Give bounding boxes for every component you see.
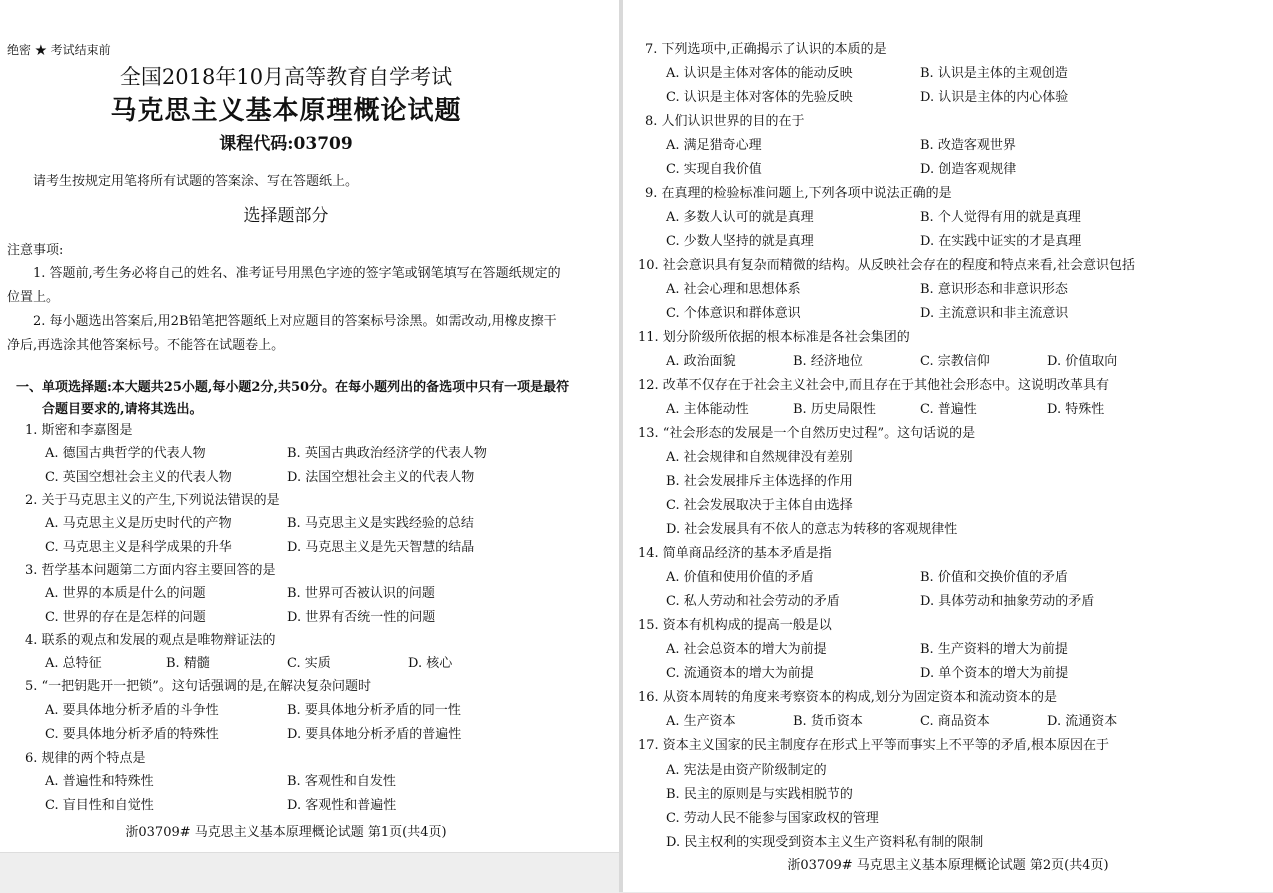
confidential-label: 绝密 ★ 考试结束前 xyxy=(7,43,111,57)
question-stem: 14. 简单商品经济的基本矛盾是指 xyxy=(638,546,832,561)
question-stem: 2. 关于马克思主义的产生,下列说法错误的是 xyxy=(25,493,280,508)
question-option: B. 社会发展排斥主体选择的作用 xyxy=(666,474,853,489)
question-stem: 15. 资本有机构成的提高一般是以 xyxy=(638,618,832,633)
question-option: C. 宗教信仰 xyxy=(920,354,990,369)
question-option: C. 要具体地分析矛盾的特殊性 xyxy=(45,727,219,742)
page-background xyxy=(0,852,619,893)
question-stem: 12. 改革不仅存在于社会主义社会中,而且存在于其他社会形态中。这说明改革具有 xyxy=(638,378,1109,393)
question-option: D. 主流意识和非主流意识 xyxy=(920,306,1069,321)
question-option: D. 价值取向 xyxy=(1047,354,1118,369)
notes-label: 注意事项: xyxy=(7,243,64,258)
question-option: A. 世界的本质是什么的问题 xyxy=(45,586,206,601)
question-option: B. 认识是主体的主观创造 xyxy=(920,66,1068,81)
question-option: A. 多数人认可的就是真理 xyxy=(666,210,814,225)
question-option: D. 创造客观规律 xyxy=(920,162,1017,177)
question-option: B. 意识形态和非意识形态 xyxy=(920,282,1068,297)
question-stem: 10. 社会意识具有复杂而精微的结构。从反映社会存在的程度和特点来看,社会意识包括 xyxy=(638,258,1135,273)
question-stem: 6. 规律的两个特点是 xyxy=(25,751,146,766)
question-option: B. 价值和交换价值的矛盾 xyxy=(920,570,1068,585)
question-option: A. 价值和使用价值的矛盾 xyxy=(666,570,814,585)
section-heading: 一、单项选择题:本大题共25小题,每小题2分,共50分。在每小题列出的备选项中只有一项是最符合题目要求的,请将其选出。 xyxy=(16,380,570,417)
question-option: D. 单个资本的增大为前提 xyxy=(920,666,1069,681)
question-option: C. 实质 xyxy=(287,656,331,671)
question-option: B. 民主的原则是与实践相脱节的 xyxy=(666,787,853,802)
question-option: D. 法国空想社会主义的代表人物 xyxy=(287,470,475,485)
question-option: D. 在实践中证实的才是真理 xyxy=(920,234,1082,249)
question-option: C. 少数人坚持的就是真理 xyxy=(666,234,814,249)
question-option: A. 社会规律和自然规律没有差别 xyxy=(666,450,853,465)
question-stem: 8. 人们认识世界的目的在于 xyxy=(645,114,805,129)
part-title: 选择题部分 xyxy=(243,206,329,226)
question-stem: 3. 哲学基本问题第二方面内容主要回答的是 xyxy=(25,563,276,578)
question-option: D. 民主权利的实现受到资本主义生产资料私有制的限制 xyxy=(666,835,984,850)
question-stem: 7. 下列选项中,正确揭示了认识的本质的是 xyxy=(645,42,887,57)
question-option: C. 认识是主体对客体的先验反映 xyxy=(666,90,853,105)
question-option: D. 要具体地分析矛盾的普遍性 xyxy=(287,727,462,742)
question-option: A. 普遍性和特殊性 xyxy=(45,774,154,789)
note-2: 2. 每小题选出答案后,用2B铅笔把答题纸上对应题目的答案标号涂黑。如需改动,用橡皮擦干净后,再选涂其他答案标号。不能答在试题卷上。 xyxy=(7,314,557,353)
question-option: B. 客观性和自发性 xyxy=(287,774,396,789)
exam-page-2 xyxy=(623,0,1273,892)
question-option: C. 马克思主义是科学成果的升华 xyxy=(45,540,232,555)
page-footer: 浙03709# 马克思主义基本原理概论试题 第2页(共4页) xyxy=(787,858,1109,873)
question-option: A. 社会总资本的增大为前提 xyxy=(666,642,827,657)
question-option: B. 改造客观世界 xyxy=(920,138,1016,153)
question-option: C. 私人劳动和社会劳动的矛盾 xyxy=(666,594,840,609)
question-option: D. 社会发展具有不依人的意志为转移的客观规律性 xyxy=(666,522,958,537)
question-option: A. 主体能动性 xyxy=(666,402,749,417)
question-option: A. 马克思主义是历史时代的产物 xyxy=(45,516,232,531)
note-1: 1. 答题前,考生务必将自己的姓名、准考证号用黑色字迹的签字笔或钢笔填写在答题纸规定的位置上。 xyxy=(7,266,561,305)
question-option: C. 实现自我价值 xyxy=(666,162,762,177)
question-option: C. 英国空想社会主义的代表人物 xyxy=(45,470,232,485)
question-stem: 16. 从资本周转的角度来考察资本的构成,划分为固定资本和流动资本的是 xyxy=(638,690,1057,705)
question-stem: 9. 在真理的检验标准问题上,下列各项中说法正确的是 xyxy=(645,186,952,201)
question-option: D. 客观性和普遍性 xyxy=(287,798,397,813)
question-option: D. 马克思主义是先天智慧的结晶 xyxy=(287,540,475,555)
question-option: A. 总特征 xyxy=(45,656,102,671)
question-option: D. 具体劳动和抽象劳动的矛盾 xyxy=(920,594,1095,609)
question-option: C. 普遍性 xyxy=(920,402,977,417)
question-option: A. 德国古典哲学的代表人物 xyxy=(45,446,206,461)
subject-title: 马克思主义基本原理概论试题 xyxy=(110,96,462,126)
question-option: C. 盲目性和自觉性 xyxy=(45,798,154,813)
question-option: B. 个人觉得有用的就是真理 xyxy=(920,210,1081,225)
page-footer: 浙03709# 马克思主义基本原理概论试题 第1页(共4页) xyxy=(125,825,447,840)
question-option: C. 个体意识和群体意识 xyxy=(666,306,801,321)
question-option: A. 要具体地分析矛盾的斗争性 xyxy=(45,703,219,718)
question-stem: 5. “一把钥匙开一把锁”。这句话强调的是,在解决复杂问题时 xyxy=(25,679,371,694)
question-option: D. 特殊性 xyxy=(1047,402,1105,417)
question-option: C. 劳动人民不能参与国家政权的管理 xyxy=(666,811,879,826)
question-option: A. 认识是主体对客体的能动反映 xyxy=(666,66,853,81)
question-option: A. 社会心理和思想体系 xyxy=(666,282,801,297)
question-option: D. 流通资本 xyxy=(1047,714,1118,729)
question-option: B. 生产资料的增大为前提 xyxy=(920,642,1068,657)
question-option: B. 精髓 xyxy=(166,656,210,671)
question-option: A. 满足猎奇心理 xyxy=(666,138,762,153)
question-stem: 1. 斯密和李嘉图是 xyxy=(25,423,133,438)
question-option: C. 流通资本的增大为前提 xyxy=(666,666,814,681)
question-stem: 17. 资本主义国家的民主制度存在形式上平等而事实上不平等的矛盾,根本原因在于 xyxy=(638,738,1109,753)
course-code: 课程代码:03709 xyxy=(219,134,353,154)
question-option: B. 经济地位 xyxy=(793,354,863,369)
question-option: B. 要具体地分析矛盾的同一性 xyxy=(287,703,461,718)
question-stem: 13. “社会形态的发展是一个自然历史过程”。这句话说的是 xyxy=(638,426,976,441)
question-option: B. 英国古典政治经济学的代表人物 xyxy=(287,446,487,461)
question-option: D. 世界有否统一性的问题 xyxy=(287,610,436,625)
question-option: B. 货币资本 xyxy=(793,714,863,729)
question-option: B. 马克思主义是实践经验的总结 xyxy=(287,516,474,531)
exam-page-1 xyxy=(0,0,619,852)
question-option: C. 社会发展取决于主体自由选择 xyxy=(666,498,853,513)
question-option: C. 世界的存在是怎样的问题 xyxy=(45,610,206,625)
question-option: C. 商品资本 xyxy=(920,714,990,729)
question-option: A. 生产资本 xyxy=(666,714,736,729)
instruction-text: 请考生按规定用笔将所有试题的答案涂、写在答题纸上。 xyxy=(33,174,359,189)
question-option: A. 政治面貌 xyxy=(666,354,736,369)
question-option: B. 历史局限性 xyxy=(793,402,876,417)
question-option: D. 核心 xyxy=(408,656,453,671)
exam-title: 全国2018年10月高等教育自学考试 xyxy=(119,65,453,89)
question-option: D. 认识是主体的内心体验 xyxy=(920,90,1069,105)
question-option: B. 世界可否被认识的问题 xyxy=(287,586,435,601)
question-stem: 4. 联系的观点和发展的观点是唯物辩证法的 xyxy=(25,633,276,648)
question-option: A. 宪法是由资产阶级制定的 xyxy=(666,763,827,778)
question-stem: 11. 划分阶级所依据的根本标准是各社会集团的 xyxy=(638,330,910,345)
